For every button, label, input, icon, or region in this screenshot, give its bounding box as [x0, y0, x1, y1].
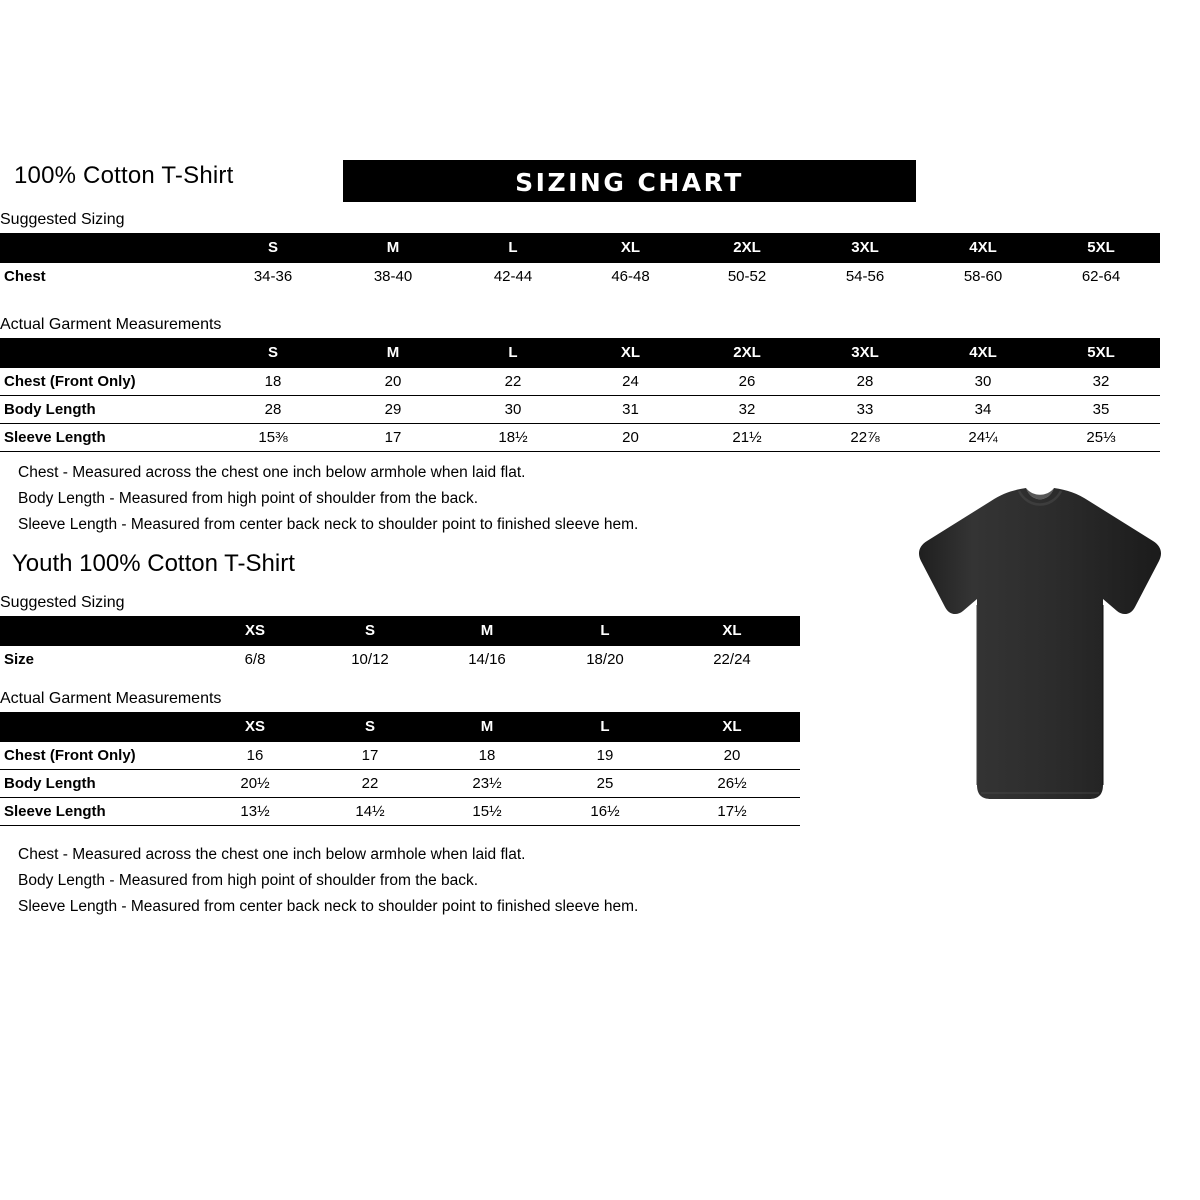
page-title: 100% Cotton T-Shirt: [14, 162, 234, 189]
table-cell: 33: [806, 396, 924, 424]
column-header: M: [428, 712, 546, 742]
table-cell: 24: [573, 368, 688, 396]
column-header: 4XL: [924, 338, 1042, 368]
table-cell: 30: [924, 368, 1042, 396]
note-body-length: Body Length - Measured from high point of shoulder from the back.: [18, 490, 479, 507]
table-cell: 38-40: [373, 268, 413, 285]
table-cell: 18: [213, 368, 333, 396]
table-cell: 28: [806, 368, 924, 396]
table-header-row: [0, 616, 800, 646]
table-cell: 22: [453, 368, 573, 396]
adult-suggested-sizing-table: [0, 233, 1160, 290]
column-header: 2XL: [688, 233, 806, 263]
sizing-chart-banner-label: SIZING CHART: [515, 168, 744, 197]
table-cell: 17½: [664, 798, 800, 826]
column-header: S: [312, 712, 428, 742]
row-label: Size: [4, 651, 35, 668]
table-row: [0, 798, 800, 826]
table-cell: 19: [546, 742, 664, 770]
column-header: M: [428, 616, 546, 646]
table-cell: 15⅜: [213, 424, 333, 452]
row-label: Chest: [4, 268, 46, 285]
table-cell: 24¼: [924, 424, 1042, 452]
table-cell: 22: [312, 770, 428, 798]
adult-measurement-notes: [18, 460, 638, 538]
column-header: [0, 616, 198, 646]
table-cell: 29: [333, 396, 453, 424]
table-row: [0, 646, 800, 673]
table-cell: 42-44: [493, 268, 533, 285]
note-chest: Chest - Measured across the chest one inch below armhole when laid flat.: [18, 464, 526, 481]
table-cell: 18/20: [586, 651, 624, 668]
column-header: 5XL: [1042, 338, 1160, 368]
table-row: [0, 368, 1160, 396]
header-row: [14, 160, 1186, 204]
table-cell: 30: [453, 396, 573, 424]
column-header: L: [546, 712, 664, 742]
table-cell: 10/12: [351, 651, 389, 668]
column-header: XL: [664, 616, 800, 646]
table-row: [0, 424, 1160, 452]
table-header-row: [0, 712, 800, 742]
column-header: XL: [664, 712, 800, 742]
column-header: 3XL: [806, 233, 924, 263]
table-cell: 17: [312, 742, 428, 770]
note-sleeve-length: Sleeve Length - Measured from center back neck to shoulder point to finished sleeve hem.: [18, 516, 639, 533]
table-row: [0, 263, 1160, 290]
column-header: [0, 712, 198, 742]
table-cell: 62-64: [1081, 268, 1121, 285]
youth-suggested-sizing-table: [0, 616, 800, 673]
column-header: XS: [198, 712, 312, 742]
column-header: S: [213, 233, 333, 263]
table-cell: 58-60: [963, 268, 1003, 285]
column-header: L: [546, 616, 664, 646]
youth-garment-measurements-table: [0, 712, 800, 826]
table-cell: 50-52: [727, 268, 767, 285]
table-cell: 13½: [198, 798, 312, 826]
column-header: XS: [198, 616, 312, 646]
youth-suggested-sizing-label: Suggested Sizing: [0, 594, 125, 611]
table-header-row: [0, 338, 1160, 368]
column-header: L: [453, 338, 573, 368]
column-header: S: [213, 338, 333, 368]
table-cell: 26½: [664, 770, 800, 798]
column-header: XL: [573, 338, 688, 368]
table-cell: 34-36: [253, 268, 293, 285]
column-header: M: [333, 233, 453, 263]
column-header: [0, 233, 213, 263]
note-body-length: Body Length - Measured from high point of shoulder from the back.: [18, 872, 479, 889]
table-cell: 32: [1042, 368, 1160, 396]
table-cell: 25⅓: [1042, 424, 1160, 452]
table-cell: 6/8: [244, 651, 266, 668]
youth-garment-measurements-label: Actual Garment Measurements: [0, 690, 222, 707]
column-header: 3XL: [806, 338, 924, 368]
table-cell: 32: [688, 396, 806, 424]
row-label: Chest (Front Only): [0, 368, 213, 396]
table-cell: 20: [333, 368, 453, 396]
column-header: L: [453, 233, 573, 263]
table-cell: 26: [688, 368, 806, 396]
column-header: 2XL: [688, 338, 806, 368]
table-cell: 17: [333, 424, 453, 452]
table-cell: 54-56: [845, 268, 885, 285]
youth-measurement-notes: [18, 842, 638, 920]
adult-garment-measurements-label: Actual Garment Measurements: [0, 316, 222, 333]
table-cell: 14½: [312, 798, 428, 826]
adult-garment-measurements-table: [0, 338, 1160, 452]
column-header: M: [333, 338, 453, 368]
column-header: [0, 338, 213, 368]
table-header-row: [0, 233, 1160, 263]
table-cell: 22⅞: [806, 424, 924, 452]
row-label: Chest (Front Only): [0, 742, 198, 770]
table-cell: 25: [546, 770, 664, 798]
row-label: Body Length: [0, 396, 213, 424]
note-sleeve-length: Sleeve Length - Measured from center back neck to shoulder point to finished sleeve hem.: [18, 898, 639, 915]
table-cell: 31: [573, 396, 688, 424]
table-cell: 20: [664, 742, 800, 770]
table-row: [0, 396, 1160, 424]
table-cell: 28: [213, 396, 333, 424]
column-header: 4XL: [924, 233, 1042, 263]
table-row: [0, 770, 800, 798]
column-header: XL: [573, 233, 688, 263]
table-cell: 23½: [428, 770, 546, 798]
note-chest: Chest - Measured across the chest one inch below armhole when laid flat.: [18, 846, 526, 863]
table-cell: 34: [924, 396, 1042, 424]
column-header: 5XL: [1042, 233, 1160, 263]
table-cell: 15½: [428, 798, 546, 826]
table-cell: 18: [428, 742, 546, 770]
row-label: Sleeve Length: [0, 798, 198, 826]
table-cell: 46-48: [611, 268, 650, 285]
table-cell: 18½: [453, 424, 573, 452]
row-label: Sleeve Length: [0, 424, 213, 452]
youth-section-title: Youth 100% Cotton T-Shirt: [12, 550, 295, 577]
table-row: [0, 742, 800, 770]
table-cell: 16½: [546, 798, 664, 826]
row-label: Body Length: [0, 770, 198, 798]
column-header: S: [312, 616, 428, 646]
table-cell: 20: [573, 424, 688, 452]
table-cell: 16: [198, 742, 312, 770]
table-cell: 22/24: [713, 651, 751, 668]
sizing-chart-banner: [343, 160, 916, 202]
adult-suggested-sizing-label: Suggested Sizing: [0, 211, 125, 228]
table-cell: 20½: [198, 770, 312, 798]
t-shirt-illustration: [895, 485, 1185, 815]
table-cell: 21½: [688, 424, 806, 452]
table-cell: 35: [1042, 396, 1160, 424]
table-cell: 14/16: [468, 651, 506, 668]
